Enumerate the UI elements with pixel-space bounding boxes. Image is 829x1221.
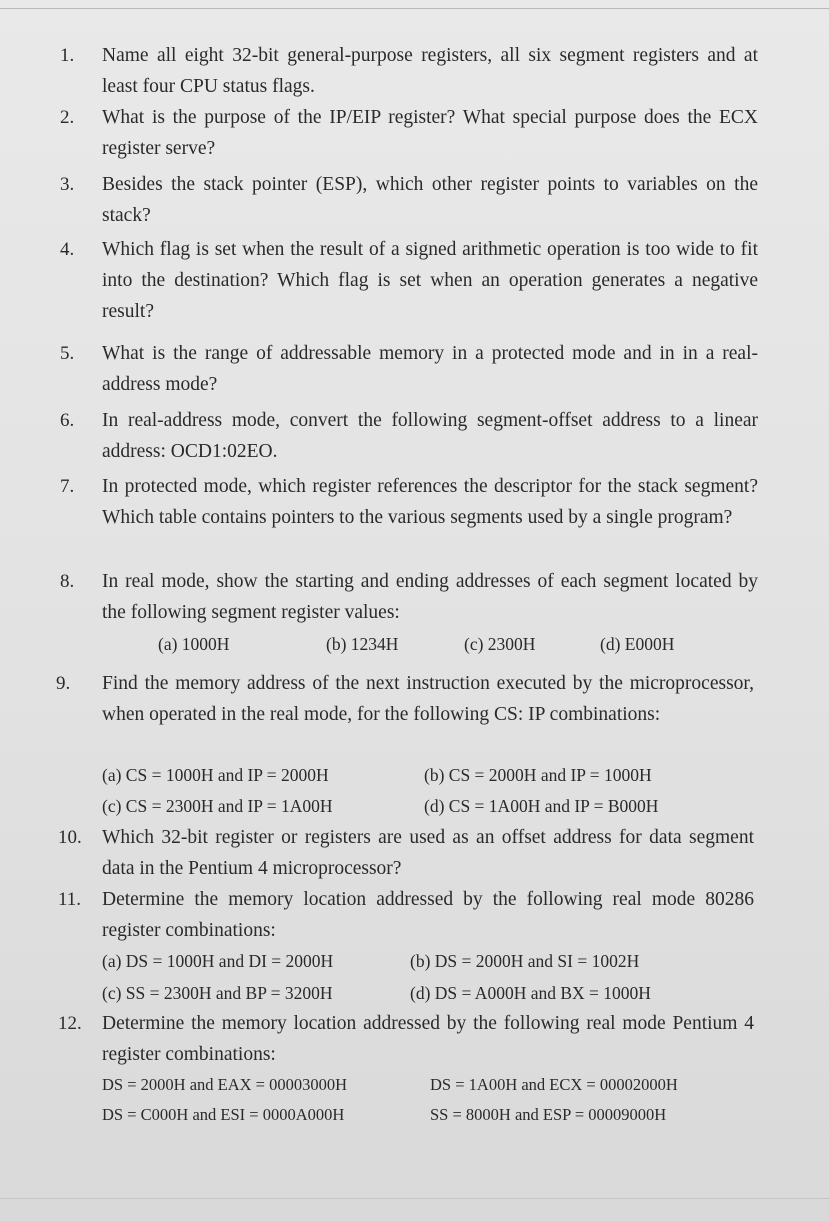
question-text: What is the range of addressable memory in a protected mode and in in a real-address mode?	[102, 343, 758, 395]
question-text: Find the memory address of the next instruction executed by the microprocessor, when operated in the real mode, for the following CS: IP combinations:	[102, 673, 754, 725]
answer-option: DS = 2000H and EAX = 00003000H	[102, 1075, 348, 1094]
answer-option: (a) CS = 1000H and IP = 2000H	[102, 765, 329, 785]
question-number: 5.	[60, 343, 75, 364]
question-number: 2.	[60, 107, 75, 128]
question-number: 3.	[60, 174, 75, 195]
answer-option: (b) 1234H	[326, 634, 399, 654]
answer-option: SS = 8000H and ESP = 00009000H	[430, 1105, 667, 1124]
question-text: In real-address mode, convert the following segment-offset address to a linear address: OCD1:02EO.	[102, 410, 758, 462]
question-text: In real mode, show the starting and ending addresses of each segment located by the following segment register values:	[102, 571, 758, 623]
answer-option: (c) CS = 2300H and IP = 1A00H	[102, 796, 333, 816]
question-number: 12.	[58, 1013, 82, 1034]
question-number: 10.	[58, 827, 82, 848]
question-text: Determine the memory location addressed by the following real mode Pentium 4 register combinations:	[102, 1013, 754, 1065]
answer-option: (b) DS = 2000H and SI = 1002H	[410, 951, 640, 971]
question-text: Determine the memory location addressed by the following real mode 80286 register combinations:	[102, 889, 754, 941]
question-number: 4.	[60, 239, 75, 260]
answer-option: (d) DS = A000H and BX = 1000H	[410, 983, 651, 1003]
question-text: In protected mode, which register references the descriptor for the stack segment? Which table contains pointers to the various segments used by a single program?	[102, 476, 758, 528]
answer-option: (c) SS = 2300H and BP = 3200H	[102, 983, 333, 1003]
question-text: Which flag is set when the result of a signed arithmetic operation is too wide to fit into the destination? Which flag is set when an operation generates a negative result?	[102, 239, 758, 322]
question-number: 6.	[60, 410, 75, 431]
question-text: Name all eight 32-bit general-purpose registers, all six segment registers and at least four CPU status flags.	[102, 45, 758, 97]
answer-option: DS = C000H and ESI = 0000A000H	[102, 1105, 345, 1124]
question-number: 11.	[58, 889, 82, 910]
question-text: What is the purpose of the IP/EIP register? What special purpose does the ECX register serve?	[102, 107, 758, 159]
page-bottom-edge	[0, 1198, 829, 1199]
answer-option: (b) CS = 2000H and IP = 1000H	[424, 765, 652, 785]
question-number: 1.	[60, 45, 75, 66]
question-text: Which 32-bit register or registers are used as an offset address for data segment data in the Pentium 4 microprocessor?	[102, 827, 754, 879]
answer-option: DS = 1A00H and ECX = 00002000H	[430, 1075, 678, 1094]
answer-option: (d) CS = 1A00H and IP = B000H	[424, 796, 659, 816]
answer-option: (a) 1000H	[158, 634, 230, 654]
answer-option: (a) DS = 1000H and DI = 2000H	[102, 951, 334, 971]
answer-option: (c) 2300H	[464, 634, 536, 654]
question-text: Besides the stack pointer (ESP), which other register points to variables on the stack?	[102, 174, 758, 226]
question-number: 9.	[56, 673, 71, 694]
question-number: 7.	[60, 476, 75, 497]
question-number: 8.	[60, 571, 75, 592]
answer-option: (d) E000H	[600, 634, 675, 654]
